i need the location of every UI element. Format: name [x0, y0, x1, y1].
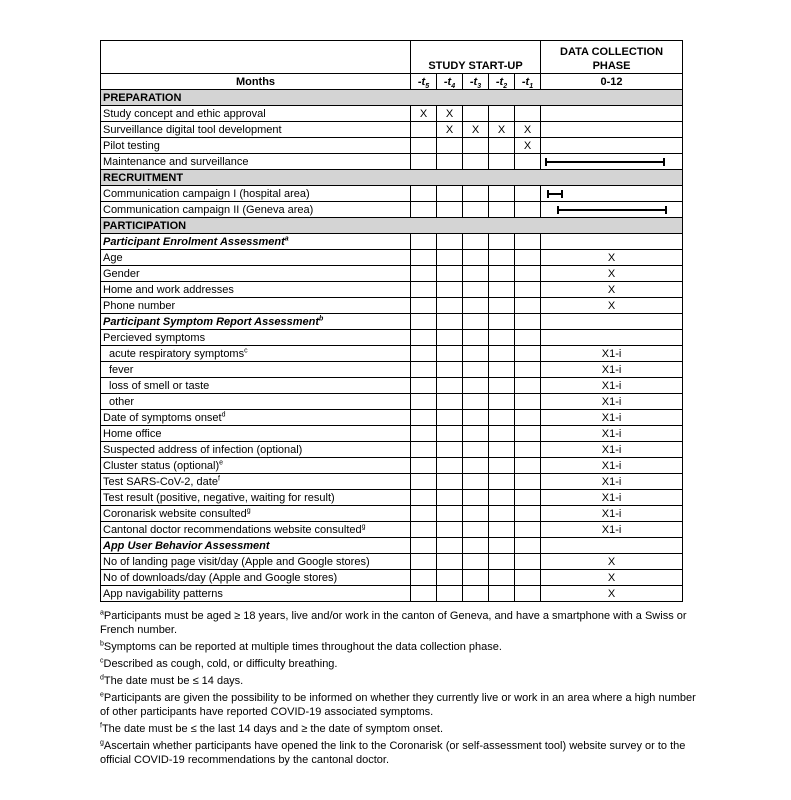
- row-label: Home and work addresses: [101, 282, 411, 298]
- month-cell: [489, 266, 515, 282]
- month-cell: [463, 106, 489, 122]
- table-row: [101, 250, 683, 266]
- data-collection-cell: [541, 330, 683, 346]
- data-collection-cell: X1-i: [541, 490, 683, 506]
- row-label: Study concept and ethic approval: [101, 106, 411, 122]
- month-cell: X: [463, 122, 489, 138]
- month-cell: [489, 282, 515, 298]
- month-cell: [437, 346, 463, 362]
- month-cell: [411, 586, 437, 602]
- month-cell: [463, 138, 489, 154]
- month-cell: [463, 490, 489, 506]
- table-row: [101, 490, 683, 506]
- month-cell: [489, 474, 515, 490]
- timeline-end-cap: [561, 190, 563, 198]
- table-row: [101, 410, 683, 426]
- month-cell: [463, 554, 489, 570]
- row-label: Phone number: [101, 298, 411, 314]
- month-cell: [463, 154, 489, 170]
- subhead-row: [101, 234, 683, 250]
- month-cell: [411, 314, 437, 330]
- month-cell: [411, 202, 437, 218]
- data-period-header: 0-12: [541, 74, 683, 90]
- month-cell: [515, 506, 541, 522]
- month-cell: [463, 458, 489, 474]
- row-label: Cantonal doctor recommendations website consulted$^g$: [101, 522, 411, 538]
- month-cell: [437, 490, 463, 506]
- month-cell: [463, 570, 489, 586]
- row-label: Suspected address of infection (optional): [101, 442, 411, 458]
- month-cell: [411, 138, 437, 154]
- row-label: Coronarisk website consulted$^g$: [101, 506, 411, 522]
- month-cell: [411, 298, 437, 314]
- month-cell: [515, 202, 541, 218]
- timeline-start-cap: [557, 206, 559, 214]
- month-cell: [411, 570, 437, 586]
- timeline-bar: [543, 155, 680, 169]
- table-row: [101, 378, 683, 394]
- table-row: [101, 346, 683, 362]
- month-cell: [437, 538, 463, 554]
- month-cell: [437, 186, 463, 202]
- timeline-end-cap: [663, 158, 665, 166]
- month-col-header: $-t_1$: [515, 74, 541, 90]
- row-label: No of downloads/day (Apple and Google stores): [101, 570, 411, 586]
- month-cell: [411, 554, 437, 570]
- month-cell: [437, 266, 463, 282]
- month-cell: [463, 346, 489, 362]
- month-cell: [437, 202, 463, 218]
- row-label: Gender: [101, 266, 411, 282]
- table-row: [101, 330, 683, 346]
- month-cell: [463, 506, 489, 522]
- month-cell: [489, 378, 515, 394]
- month-cell: [411, 522, 437, 538]
- month-cell: X: [411, 106, 437, 122]
- row-label: fever: [101, 362, 411, 378]
- month-cell: [463, 426, 489, 442]
- data-collection-cell: [541, 122, 683, 138]
- study-startup-header: STUDY START-UP: [411, 41, 541, 74]
- month-cell: [489, 202, 515, 218]
- month-cell: [463, 234, 489, 250]
- table-row: [101, 202, 683, 218]
- data-collection-cell: [541, 106, 683, 122]
- header-blank-cell: [101, 41, 411, 74]
- month-cell: [515, 362, 541, 378]
- month-cell: [437, 282, 463, 298]
- table-row: [101, 106, 683, 122]
- table-row: [101, 442, 683, 458]
- month-cell: [463, 586, 489, 602]
- table-row: [101, 122, 683, 138]
- month-cell: [515, 106, 541, 122]
- table-row: [101, 394, 683, 410]
- month-cell: X: [437, 122, 463, 138]
- month-cell: [515, 234, 541, 250]
- month-cell: [489, 458, 515, 474]
- timeline-start-cap: [547, 190, 549, 198]
- row-label: Pilot testing: [101, 138, 411, 154]
- table-row: [101, 186, 683, 202]
- section-row: [101, 90, 683, 106]
- footnote-text: The date must be ≤ the last 14 days and ≥ the date of symptom onset.: [101, 723, 443, 735]
- footnote-text: Ascertain whether participants have opened the link to the Coronarisk (or self-assessment tool) website survey or to the official COVID-19 recommendations by the cantonal doctor.: [100, 740, 686, 766]
- month-cell: [515, 186, 541, 202]
- footnote: $^c$Described as cough, cold, or difficulty breathing.: [100, 657, 338, 670]
- month-cell: [489, 234, 515, 250]
- month-cell: [515, 538, 541, 554]
- month-cell: [437, 378, 463, 394]
- month-cell: [489, 554, 515, 570]
- row-label: Cluster status (optional)$^e$: [101, 458, 411, 474]
- row-label: Percieved symptoms: [101, 330, 411, 346]
- month-cell: [463, 202, 489, 218]
- month-cell: [515, 314, 541, 330]
- month-cell: [463, 442, 489, 458]
- timeline-bar: [543, 203, 680, 217]
- study-timeline-table-container: [100, 40, 682, 602]
- month-cell: [489, 586, 515, 602]
- month-cell: X: [437, 106, 463, 122]
- data-collection-cell: X1-i: [541, 362, 683, 378]
- month-cell: [411, 506, 437, 522]
- footnote-text: Symptoms can be reported at multiple times throughout the data collection phase.: [103, 641, 502, 653]
- month-cell: [411, 362, 437, 378]
- table-row: [101, 426, 683, 442]
- data-collection-cell: X: [541, 282, 683, 298]
- month-cell: [411, 490, 437, 506]
- row-label: Date of symptoms onset$^d$: [101, 410, 411, 426]
- table-row: [101, 154, 683, 170]
- month-cell: [463, 186, 489, 202]
- month-cell: [515, 266, 541, 282]
- section-row: [101, 170, 683, 186]
- data-collection-cell: X: [541, 554, 683, 570]
- footnotes: [100, 609, 700, 770]
- row-label: Home office: [101, 426, 411, 442]
- month-cell: [489, 426, 515, 442]
- month-cell: [515, 458, 541, 474]
- month-cell: [463, 330, 489, 346]
- month-cell: [489, 442, 515, 458]
- row-label: other: [101, 394, 411, 410]
- table-row: [101, 570, 683, 586]
- table-row: [101, 474, 683, 490]
- month-cell: [411, 458, 437, 474]
- month-cell: [463, 314, 489, 330]
- month-cell: [515, 586, 541, 602]
- month-cell: [515, 490, 541, 506]
- data-collection-cell: X1-i: [541, 426, 683, 442]
- month-col-header: $-t_2$: [489, 74, 515, 90]
- month-cell: [489, 314, 515, 330]
- timeline-end-cap: [665, 206, 667, 214]
- data-collection-cell: [541, 234, 683, 250]
- month-cell: [489, 138, 515, 154]
- header-row-months: [101, 74, 683, 90]
- month-cell: [437, 458, 463, 474]
- month-col-header: $-t_3$: [463, 74, 489, 90]
- section-label: PREPARATION: [101, 90, 683, 106]
- data-collection-cell: X: [541, 570, 683, 586]
- month-cell: X: [489, 122, 515, 138]
- month-cell: [463, 266, 489, 282]
- month-cell: [515, 570, 541, 586]
- month-cell: [437, 234, 463, 250]
- month-cell: [437, 250, 463, 266]
- data-collection-cell: X1-i: [541, 506, 683, 522]
- row-label: Communication campaign I (hospital area): [101, 186, 411, 202]
- month-cell: [489, 522, 515, 538]
- month-cell: [463, 410, 489, 426]
- month-cell: [437, 362, 463, 378]
- month-cell: [515, 298, 541, 314]
- month-cell: [463, 378, 489, 394]
- table-row: [101, 586, 683, 602]
- month-cell: [411, 538, 437, 554]
- month-cell: [411, 330, 437, 346]
- footnote: $^g$Ascertain whether participants have opened the link to the Coronarisk (or self-assessment tool) website survey or to the official COVID-19 recommendations by the cantonal doctor.: [100, 739, 686, 766]
- month-cell: [411, 122, 437, 138]
- month-cell: [437, 586, 463, 602]
- header-row-phases: [101, 41, 683, 74]
- study-timeline-table: [100, 40, 683, 602]
- month-cell: [463, 522, 489, 538]
- month-cell: [489, 186, 515, 202]
- month-cell: [515, 474, 541, 490]
- month-cell: [489, 250, 515, 266]
- month-cell: [515, 442, 541, 458]
- subhead-row: [101, 314, 683, 330]
- month-cell: [489, 154, 515, 170]
- data-collection-cell: X1-i: [541, 442, 683, 458]
- month-cell: [437, 506, 463, 522]
- subhead-label: Participant Symptom Report Assessment$^b$: [101, 314, 411, 330]
- month-cell: [463, 538, 489, 554]
- data-collection-cell: X: [541, 250, 683, 266]
- month-cell: [515, 426, 541, 442]
- data-collection-cell: X1-i: [541, 346, 683, 362]
- month-cell: [411, 154, 437, 170]
- table-row: [101, 554, 683, 570]
- month-cell: [515, 554, 541, 570]
- data-collection-cell: [541, 138, 683, 154]
- month-cell: [463, 362, 489, 378]
- month-cell: [515, 250, 541, 266]
- month-cell: [463, 250, 489, 266]
- month-cell: [515, 346, 541, 362]
- row-label: Maintenance and surveillance: [101, 154, 411, 170]
- month-cell: [437, 394, 463, 410]
- month-cell: [437, 426, 463, 442]
- row-label: Age: [101, 250, 411, 266]
- data-collection-cell: X: [541, 266, 683, 282]
- table-row: [101, 362, 683, 378]
- footnote: $^e$Participants are given the possibility to be informed on whether they currently live or work in an area where a high number of other participants have reported COVID-19 associated symptoms.: [100, 691, 696, 718]
- timeline-start-cap: [545, 158, 547, 166]
- month-cell: [515, 378, 541, 394]
- month-cell: [463, 298, 489, 314]
- footnote-text: The date must be ≤ 14 days.: [103, 675, 244, 687]
- month-cell: [437, 474, 463, 490]
- month-cell: [437, 298, 463, 314]
- data-collection-cell: X1-i: [541, 378, 683, 394]
- row-label: acute respiratory symptoms$^c$: [101, 346, 411, 362]
- month-cell: [489, 506, 515, 522]
- month-cell: [489, 346, 515, 362]
- month-cell: [411, 186, 437, 202]
- timeline-bar: [543, 187, 680, 201]
- row-label: App navigability patterns: [101, 586, 411, 602]
- month-cell: [411, 410, 437, 426]
- month-cell: [515, 282, 541, 298]
- month-cell: [411, 426, 437, 442]
- month-col-header: $-t_4$: [437, 74, 463, 90]
- footnote: $^f$The date must be ≤ the last 14 days and ≥ the date of symptom onset.: [100, 722, 443, 735]
- footnote-text: Participants are given the possibility to be informed on whether they currently live or work in an area where a high number of other participants have reported COVID-19 associated symptoms.: [100, 692, 696, 718]
- month-cell: [411, 250, 437, 266]
- month-cell: [463, 282, 489, 298]
- footnote: $^a$Participants must be aged ≥ 18 years, live and/or work in the canton of Geneva, and have a smartphone with a Swiss or French number.: [100, 609, 687, 636]
- data-collection-cell: [541, 538, 683, 554]
- month-cell: [515, 394, 541, 410]
- month-cell: [437, 410, 463, 426]
- data-collection-cell: X1-i: [541, 474, 683, 490]
- month-cell: [489, 490, 515, 506]
- month-cell: [437, 330, 463, 346]
- month-cell: [515, 330, 541, 346]
- row-label: Surveillance digital tool development: [101, 122, 411, 138]
- month-cell: [489, 410, 515, 426]
- month-cell: [489, 570, 515, 586]
- section-row: [101, 218, 683, 234]
- month-cell: X: [515, 138, 541, 154]
- footnote: $^b$Symptoms can be reported at multiple times throughout the data collection phase.: [100, 640, 502, 653]
- row-label: loss of smell or taste: [101, 378, 411, 394]
- month-cell: [463, 474, 489, 490]
- month-cell: [437, 138, 463, 154]
- data-collection-header: DATA COLLECTION PHASE: [541, 41, 683, 74]
- row-label: Communication campaign II (Geneva area): [101, 202, 411, 218]
- month-cell: [437, 554, 463, 570]
- month-cell: [489, 106, 515, 122]
- month-cell: [411, 346, 437, 362]
- data-collection-cell: X1-i: [541, 522, 683, 538]
- table-row: [101, 522, 683, 538]
- subhead-label: App User Behavior Assessment: [101, 538, 411, 554]
- month-cell: [515, 522, 541, 538]
- table-row: [101, 506, 683, 522]
- row-label: No of landing page visit/day (Apple and Google stores): [101, 554, 411, 570]
- month-col-header: $-t_5$: [411, 74, 437, 90]
- timeline-line: [545, 161, 665, 163]
- months-label: Months: [101, 74, 411, 90]
- month-cell: [437, 314, 463, 330]
- month-cell: [437, 570, 463, 586]
- row-label: Test result (positive, negative, waiting for result): [101, 490, 411, 506]
- month-cell: [489, 362, 515, 378]
- month-cell: [437, 154, 463, 170]
- data-collection-cell: X1-i: [541, 394, 683, 410]
- table-row: [101, 458, 683, 474]
- section-label: RECRUITMENT: [101, 170, 683, 186]
- subhead-row: [101, 538, 683, 554]
- month-cell: [515, 410, 541, 426]
- month-cell: [515, 154, 541, 170]
- month-cell: [463, 394, 489, 410]
- data-collection-cell: X: [541, 586, 683, 602]
- footnote-text: Participants must be aged ≥ 18 years, live and/or work in the canton of Geneva, and have a smartphone with a Swiss or French number.: [100, 610, 687, 636]
- month-cell: [411, 282, 437, 298]
- month-cell: [411, 474, 437, 490]
- month-cell: [437, 442, 463, 458]
- month-cell: [411, 234, 437, 250]
- row-label: Test SARS-CoV-2, date$^f$: [101, 474, 411, 490]
- month-cell: [411, 378, 437, 394]
- month-cell: [411, 266, 437, 282]
- table-row: [101, 298, 683, 314]
- month-cell: [489, 394, 515, 410]
- month-cell: [489, 538, 515, 554]
- timeline-line: [557, 209, 667, 211]
- data-collection-cell: X1-i: [541, 458, 683, 474]
- table-row: [101, 138, 683, 154]
- section-label: PARTICIPATION: [101, 218, 683, 234]
- subhead-label: Participant Enrolment Assessment$^a$: [101, 234, 411, 250]
- month-cell: [411, 442, 437, 458]
- footnote-text: Described as cough, cold, or difficulty breathing.: [103, 658, 338, 670]
- month-cell: X: [515, 122, 541, 138]
- month-cell: [489, 298, 515, 314]
- data-collection-cell: X: [541, 298, 683, 314]
- data-collection-cell: X1-i: [541, 410, 683, 426]
- data-collection-cell: [541, 202, 683, 218]
- data-collection-cell: [541, 186, 683, 202]
- table-row: [101, 282, 683, 298]
- data-collection-cell: [541, 154, 683, 170]
- table-row: [101, 266, 683, 282]
- data-collection-cell: [541, 314, 683, 330]
- footnote: $^d$The date must be ≤ 14 days.: [100, 674, 244, 687]
- month-cell: [489, 330, 515, 346]
- month-cell: [437, 522, 463, 538]
- month-cell: [411, 394, 437, 410]
